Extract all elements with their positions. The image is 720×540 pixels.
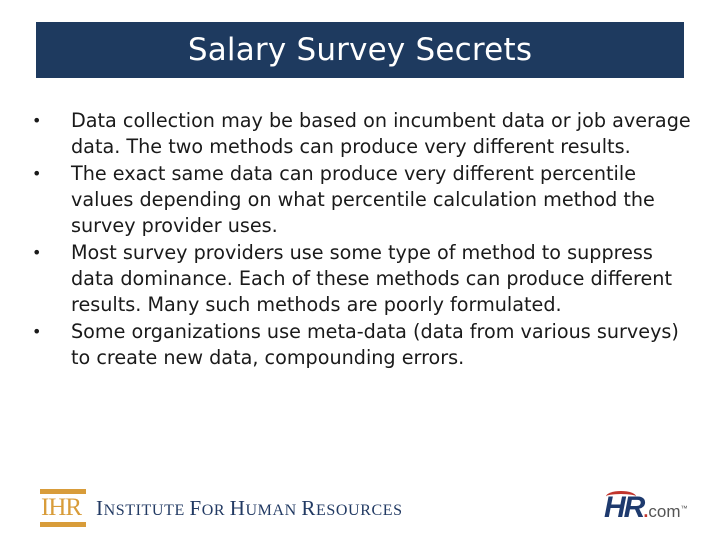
hrcom-arc-icon — [606, 491, 636, 502]
ihr-name-small: UMAN — [245, 501, 302, 519]
slide-title: Salary Survey Secrets — [187, 32, 533, 68]
bullet-icon: • — [32, 111, 42, 130]
bullet-icon: • — [32, 243, 42, 262]
bullet-item — [32, 319, 692, 371]
hrcom-dot-text: . — [643, 501, 649, 521]
bullet-item — [32, 108, 692, 160]
bullet-text: Data collection may be based on incumbent data or job average data. The two methods can produce very different results. — [71, 109, 691, 158]
ihr-name-cap: I — [96, 495, 104, 520]
ihr-name-cap: R — [301, 495, 317, 520]
ihr-bar-bottom — [40, 522, 86, 527]
hrcom-tm-text: ™ — [680, 505, 688, 513]
ihr-monogram-icon — [40, 489, 86, 527]
ihr-name-small: ESOURCES — [316, 501, 403, 519]
bullet-icon: • — [32, 322, 42, 341]
hrcom-hr-text: HR — [604, 491, 644, 524]
hrcom-com-text: com — [648, 502, 681, 521]
title-bar — [36, 22, 684, 78]
bullet-text: Most survey providers use some type of method to suppress data dominance. Each of these methods can produce different results. Many such methods are poorly formulated. — [71, 241, 672, 316]
bullet-item — [32, 240, 692, 318]
ihr-name-small: NSTITUTE — [103, 501, 190, 519]
bullet-icon: • — [32, 164, 42, 183]
ihr-name-cap: H — [229, 495, 246, 520]
hrcom-logo — [604, 488, 687, 528]
bullet-text: Some organizations use meta-data (data from various surveys) to create new data, compounding errors. — [71, 320, 679, 369]
ihr-name-cap: F — [189, 495, 202, 520]
bullet-text: The exact same data can produce very different percentile values depending on what percentile calculation method the survey provider uses. — [71, 162, 655, 237]
bullet-list — [32, 108, 692, 372]
ihr-logo — [40, 488, 403, 528]
ihr-name-small: OR — [201, 501, 230, 519]
ihr-organization-name — [96, 496, 403, 521]
hrcom-logo-mark — [604, 491, 687, 525]
bullet-item — [32, 161, 692, 239]
ihr-monogram-text: IHR — [41, 494, 82, 521]
